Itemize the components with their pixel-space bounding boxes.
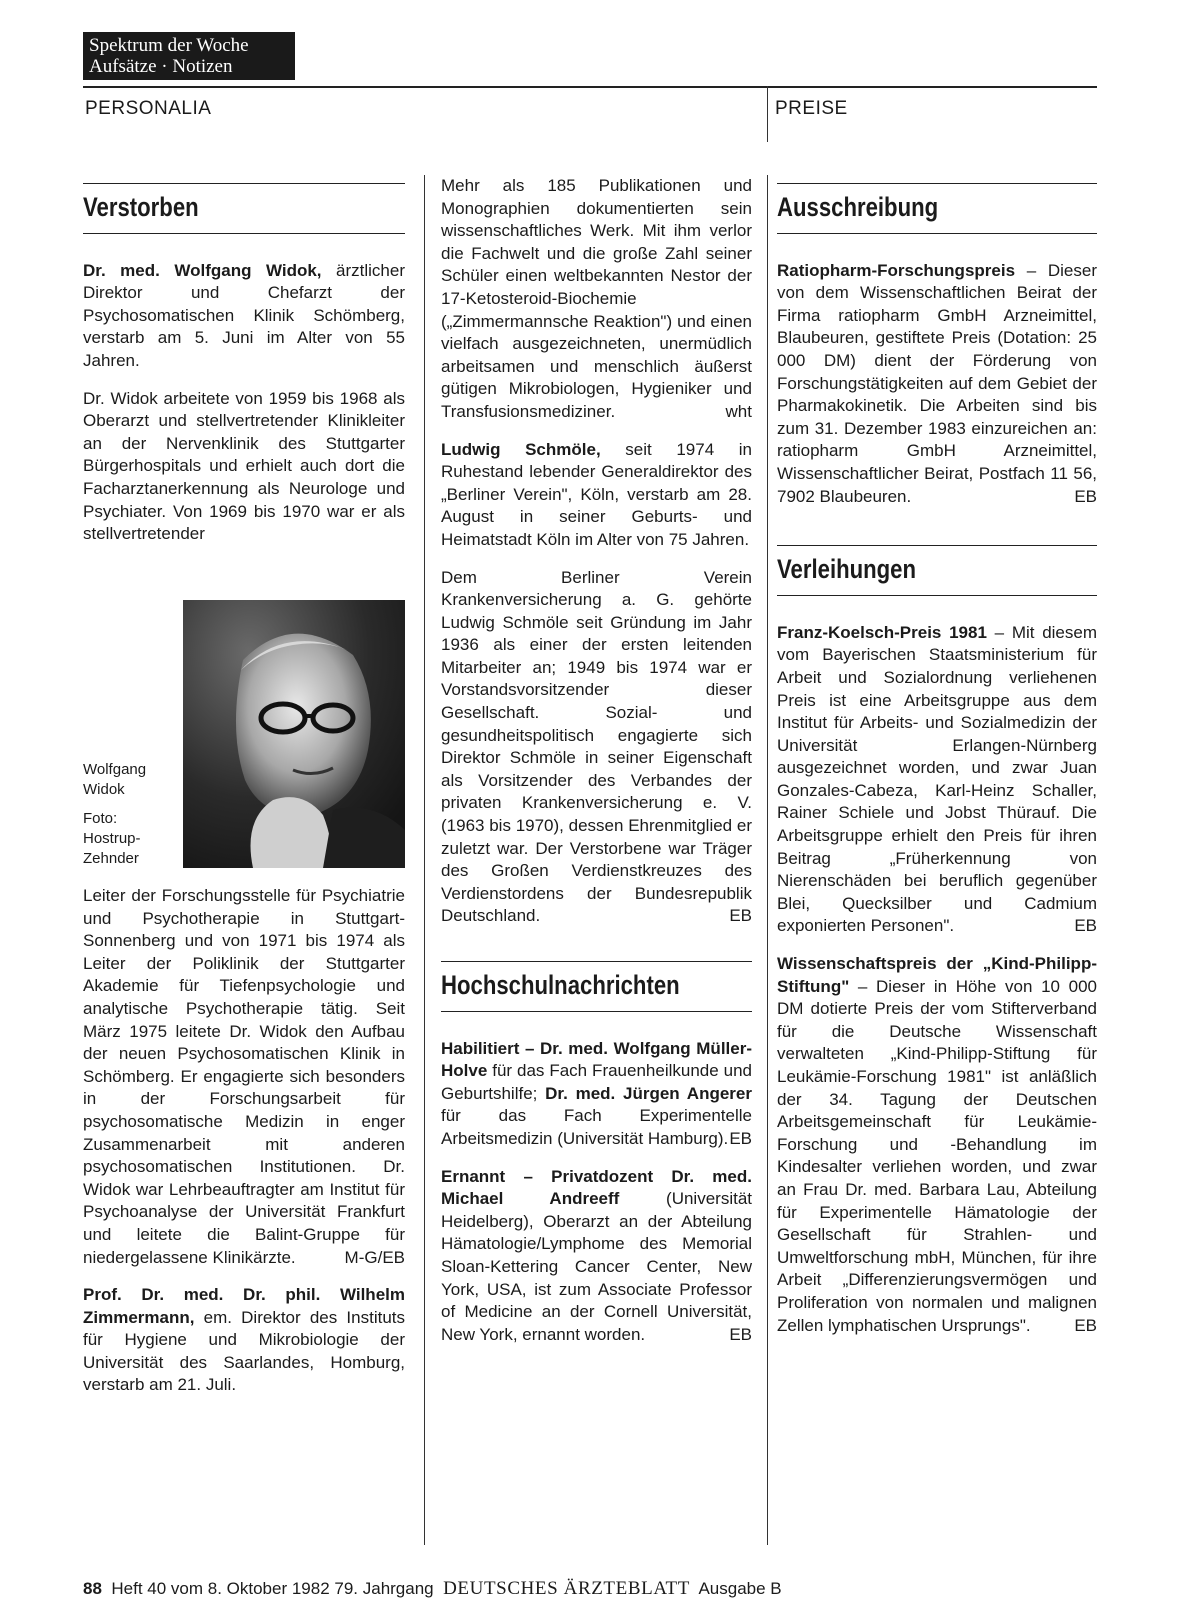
obituary-schmoele (441, 439, 752, 552)
person-name: Dr. med. Jürgen Angerer (545, 1083, 752, 1103)
paragraph-text: – Dieser von dem Wissenschaftlichen Beirat der Firma ratiopharm GmbH Arzneimittel, Blaubeuren, gestiftete Preis (Dotation: 25 000 DM) dient der Förderung von Forschungstätigkeiten auf dem Gebiet der Pharmakokinetik. Die Arbeiten sind bis zum 31. Dezember 1983 einzureichen an: ratiopharm GmbH Arzneimittel, Wissenschaftlicher Beirat, Postfach 11 56, 7902 Blaubeuren. (777, 260, 1097, 506)
issue-info: Heft 40 vom 8. Oktober 1982 79. Jahrgang (111, 1579, 434, 1598)
author-sign: M-G/EB (344, 1247, 405, 1267)
news-ernannt (441, 1166, 752, 1347)
paragraph-text: Leiter der Forschungsstelle für Psychiatrie und Psychotherapie in Stuttgart-Sonnenberg und von 1971 bis 1974 als Leiter der Poliklinik der Stuttgarter Akademie für Tiefenpsychologie und analytische Psychotherapie tätig. Seit März 1975 leitete Dr. Widok den Aufbau der neuen Psychosomatischen Klinik in Schömberg. Er engagierte sich besonders in der Forschungsarbeit für psychosomatische Medizin in enger Zusammenarbeit mit anderen psychosomatischen Institutionen. Dr. Widok war Lehrbeauftragter am Institut für Psychoanalyse der Universität Frankfurt und leitete die Balint-Gruppe für niedergelassene Klinikärzte. (83, 886, 405, 1267)
heading-rule-bottom (777, 595, 1097, 596)
prize-ratiopharm (777, 260, 1097, 509)
paragraph-text: seit 1974 in Ruhestand lebender Generaldirektor des „Berliner Verein", Köln, verstarb am 28. August in seiner Geburts- und Heimatstadt Köln im Alter von 75 Jahren. (441, 439, 752, 549)
page-number: 88 (83, 1579, 102, 1598)
header-rule (83, 86, 1097, 88)
column-divider (767, 175, 768, 1545)
prize-name: Ratiopharm-Forschungspreis (777, 260, 1016, 280)
caption-name: Wolfgang Widok (83, 761, 147, 798)
author-sign: EB (729, 1324, 752, 1344)
edition: Ausgabe B (698, 1579, 782, 1598)
prize-name: Wissenschaftspreis der „Kind-Philipp-Stiftung" (777, 954, 1097, 996)
prize-koelsch (777, 622, 1097, 938)
paragraph-text: für das Fach Experimentelle Arbeitsmedizin (Universität Hamburg). (441, 1106, 752, 1148)
column-1 (83, 183, 405, 561)
heading-rule-top (441, 961, 752, 962)
heading-verstorben: Verstorben (83, 192, 199, 222)
paragraph-text: für das Fach Frauenheilkunde und Geburtshilfe; (441, 1061, 752, 1103)
heading-rule-bottom (83, 233, 405, 234)
heading-rule-top (777, 183, 1097, 184)
author-sign: wht (725, 401, 752, 421)
obituary-zimmermann-continued (441, 175, 752, 424)
paragraph-text: ärztlicher Direktor und Chefarzt der Psychosomatischen Klinik Schömberg, verstarb am 5. Juni im Alter von 55 Jahren. (83, 260, 405, 370)
news-habilitiert (441, 1038, 752, 1151)
paragraph-text: (Universität Heidelberg), Oberarzt an der Abteilung Hämatologie/Lymphome des Memorial Sloan-Kettering Cancer Center, New York, USA, ist zum Associate Professor of Medicine an der Cornell Universität, New York, ernannt worden. (441, 1189, 752, 1344)
heading-hochschulnachrichten: Hochschulnachrichten (441, 970, 680, 1000)
heading-rule-bottom (441, 1011, 752, 1012)
header-divider (767, 86, 768, 142)
journal-name: DEUTSCHES ÄRZTEBLATT (443, 1578, 690, 1599)
obituary-widok-continued (83, 885, 405, 1269)
photo-caption (83, 760, 178, 869)
portrait-photo (183, 600, 405, 868)
prize-name: Franz-Koelsch-Preis 1981 (777, 622, 987, 642)
heading-verleihungen: Verleihungen (777, 554, 917, 585)
column-1-continued (83, 885, 405, 1412)
person-name: Prof. Dr. med. Dr. phil. Wilhelm Zimmermann, (83, 1285, 405, 1327)
person-name: Ernannt – Privatdozent Dr. med. Michael Andreeff (441, 1166, 752, 1209)
author-sign: EB (1074, 486, 1097, 506)
author-sign: EB (729, 1128, 752, 1148)
paragraph-text: – Mit diesem vom Bayerischen Staatsministerium für Arbeit und Sozialordnung verliehenen Preis ist eine Arbeitsgruppe aus dem Institut für Arbeits- und Sozialmedizin der Universität Erlangen-Nürnberg ausgezeichnet worden, und zwar Juan Gonzales-Cabeza, Karl-Heinz Schaller, Rainer Schiele und Jobst Thürauf. Die Arbeitsgruppe erhielt den Preis für ihren Beitrag „Früherkennung von Nierenschäden bei beruflich gegenüber Blei, Quecksilber und Cadmium exponierten Personen". (777, 622, 1097, 936)
banner-line-1: Spektrum der Woche (89, 35, 249, 56)
page-footer (83, 1578, 782, 1600)
heading-rule-top (83, 183, 405, 184)
paragraph-text: Mehr als 185 Publikationen und Monographien dokumentierten sein wissenschaftliches Werk. Mit ihm verlor die Fachwelt und die große Zahl seiner Schüler einen weltbekannten Nestor der 17-Ketosteroid-Biochemie („Zimmermannsche Reaktion") und einen vielfach ausgezeichneten, unermüdlich arbeitsamen und menschlich äußerst gütigen Mikrobiologen, Hygieniker und Transfusionsmediziner. (441, 176, 752, 421)
heading-rule-top (777, 545, 1097, 546)
section-label-personalia: PERSONALIA (85, 98, 212, 119)
obituary-widok (83, 260, 405, 373)
person-name: Dr. med. Wolfgang Widok, (83, 260, 322, 280)
prize-kind-philipp (777, 953, 1097, 1337)
paragraph-text: Dem Berliner Verein Krankenversicherung a. G. gehörte Ludwig Schmöle seit Gründung im Jahr 1936 als einer der ersten leitenden Mitarbeiter an; 1949 bis 1974 war er Vorstandsvorsitzender dieser Gesellschaft. Sozial- und gesundheitspolitisch engagierte sich Direktor Schmöle in seiner Eigenschaft als Vorsitzender des Verbandes der privaten Krankenversicherung e. V. (1963 bis 1970), dessen Ehrenmitglied er zuletzt war. Der Verstorbene war Träger des Großen Verdienstkreuzes des Verdienstordens der Bundesrepublik Deutschland. (441, 567, 752, 926)
section-label-preise: PREISE (775, 98, 848, 119)
person-name: Ludwig Schmöle, (441, 439, 601, 459)
person-name: Habilitiert – Dr. med. Wolfgang Müller-Holve (441, 1038, 752, 1081)
heading-rule-bottom (777, 233, 1097, 234)
paragraph-text: – Dieser in Höhe von 10 000 DM dotierte Preis der vom Stifterverband für die Deutsche Wissenschaft verwalteten „Kind-Philipp-Stiftung für Leukämie-Forschung 1981" ist anläßlich der 34. Tagung der Deutschen Arbeitsgemeinschaft für Leukämie-Forschung und -Behandlung im Kindesalter verliehen worden, und zwar an Frau Dr. med. Barbara Lau, Abteilung für Experimentelle Hämatologie der Gesellschaft für Strahlen- und Umweltforschung mbH, München, für ihre Arbeit „Differenzierungsvermögen und Proliferation von normalen und malignen Zellen lymphatischen Ursprungs". (777, 976, 1097, 1335)
author-sign: EB (1074, 1315, 1097, 1335)
obituary-widok-career: Dr. Widok arbeitete von 1959 bis 1968 als Oberarzt und stellvertretender Klinikleiter an der Nervenklinik des Stuttgarter Bürgerhospitals und erhielt auch dort die Facharztanerkennung als Neurologe und Psychiater. Von 1969 bis 1970 war er als stellvertretender (83, 388, 405, 544)
obituary-schmoele-career (441, 567, 752, 929)
section-banner (83, 32, 295, 80)
author-sign: EB (729, 906, 752, 926)
banner-line-2: Aufsätze · Notizen (89, 56, 233, 77)
column-divider (424, 175, 425, 1545)
heading-ausschreibung: Ausschreibung (777, 192, 939, 222)
caption-credit: Foto: Hostrup-Zehnder (83, 810, 141, 867)
obituary-zimmermann (83, 1284, 405, 1397)
author-sign: EB (1074, 916, 1097, 936)
paragraph-text: em. Direktor des Instituts für Hygiene und Mikrobiologie der Universität des Saarlandes, Homburg, verstarb am 21. Juli. (83, 1307, 405, 1395)
column-2 (441, 175, 752, 1361)
column-3 (777, 183, 1097, 1352)
